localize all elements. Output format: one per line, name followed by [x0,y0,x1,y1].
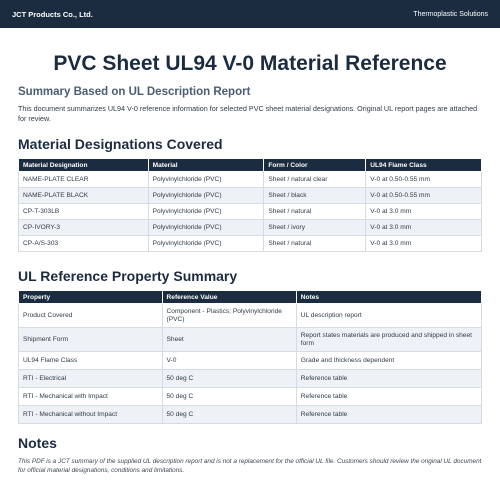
notes-heading: Notes [18,435,57,451]
table-cell: Sheet / natural clear [264,172,366,188]
table-cell: CP-T-303LB [19,204,149,220]
table-cell: Product Covered [19,304,163,328]
table-cell: Report states materials are produced and shipped in sheet form [296,328,481,352]
company-tagline: Thermoplastic Solutions [413,10,488,18]
column-header: UL94 Flame Class [366,159,482,172]
table-cell: UL description report [296,304,481,328]
properties-table [18,290,482,424]
table-row [19,406,482,424]
designations-header-row [19,159,482,172]
table-cell: Reference table [296,370,481,388]
intro-paragraph: This document summarizes UL94 V-0 reference information for selected PVC sheet material designations. Original UL report pages are attached for review. [18,104,478,123]
table-cell: Sheet / black [264,188,366,204]
table-cell: RTI - Electrical [19,370,163,388]
column-header: Material [148,159,264,172]
table-row [19,328,482,352]
table-cell: V-0 at 3.0 mm [366,220,482,236]
table-cell: Polyvinylchloride (PVC) [148,220,264,236]
table-row [19,304,482,328]
table-cell: UL94 Flame Class [19,352,163,370]
table-cell: Component - Plastics; Polyvinylchloride (PVC) [162,304,296,328]
table-row [19,188,482,204]
table-cell: V-0 at 0.50-0.55 mm [366,172,482,188]
table-cell: Reference table [296,406,481,424]
column-header: Material Designation [19,159,149,172]
column-header: Notes [296,291,481,304]
table-cell: NAME-PLATE CLEAR [19,172,149,188]
table-cell: Sheet / natural [264,204,366,220]
table-cell: Reference table [296,388,481,406]
table-cell: Polyvinylchloride (PVC) [148,172,264,188]
table-cell: Sheet [162,328,296,352]
table-row [19,172,482,188]
table-cell: 50 deg C [162,406,296,424]
properties-header-row [19,291,482,304]
company-name: JCT Products Co., Ltd. [12,9,93,19]
table-cell: V-0 at 0.50-0.55 mm [366,188,482,204]
page-subtitle: Summary Based on UL Description Report [18,86,251,98]
table-cell: 50 deg C [162,388,296,406]
table-cell: V-0 at 3.0 mm [366,204,482,220]
document-body [0,52,500,475]
designations-heading: Material Designations Covered [18,136,223,152]
table-cell: NAME-PLATE BLACK [19,188,149,204]
column-header: Form / Color [264,159,366,172]
table-cell: CP-IVORY-3 [19,220,149,236]
table-row [19,352,482,370]
table-cell: V-0 [162,352,296,370]
table-row [19,220,482,236]
table-cell: Sheet / natural [264,236,366,252]
properties-heading: UL Reference Property Summary [18,268,238,284]
table-cell: CP-A/S-303 [19,236,149,252]
table-row [19,388,482,406]
table-cell: Grade and thickness dependent [296,352,481,370]
table-cell: Sheet / ivory [264,220,366,236]
column-header: Reference Value [162,291,296,304]
table-cell: Shipment Form [19,328,163,352]
header-bar [0,0,500,28]
table-row [19,370,482,388]
notes-text: This PDF is a JCT summary of the supplied UL description report and is not a replacement for the official UL file. Customers should review the original UL document for official material designations, conditions and limitations. [18,458,482,474]
table-cell: Polyvinylchloride (PVC) [148,204,264,220]
page-title: PVC Sheet UL94 V-0 Material Reference [53,52,447,75]
table-row [19,236,482,252]
table-cell: V-0 at 3.0 mm [366,236,482,252]
table-row [19,204,482,220]
table-cell: Polyvinylchloride (PVC) [148,236,264,252]
table-cell: 50 deg C [162,370,296,388]
designations-table [18,158,482,252]
table-cell: RTI - Mechanical without Impact [19,406,163,424]
table-cell: RTI - Mechanical with Impact [19,388,163,406]
table-cell: Polyvinylchloride (PVC) [148,188,264,204]
column-header: Property [19,291,163,304]
